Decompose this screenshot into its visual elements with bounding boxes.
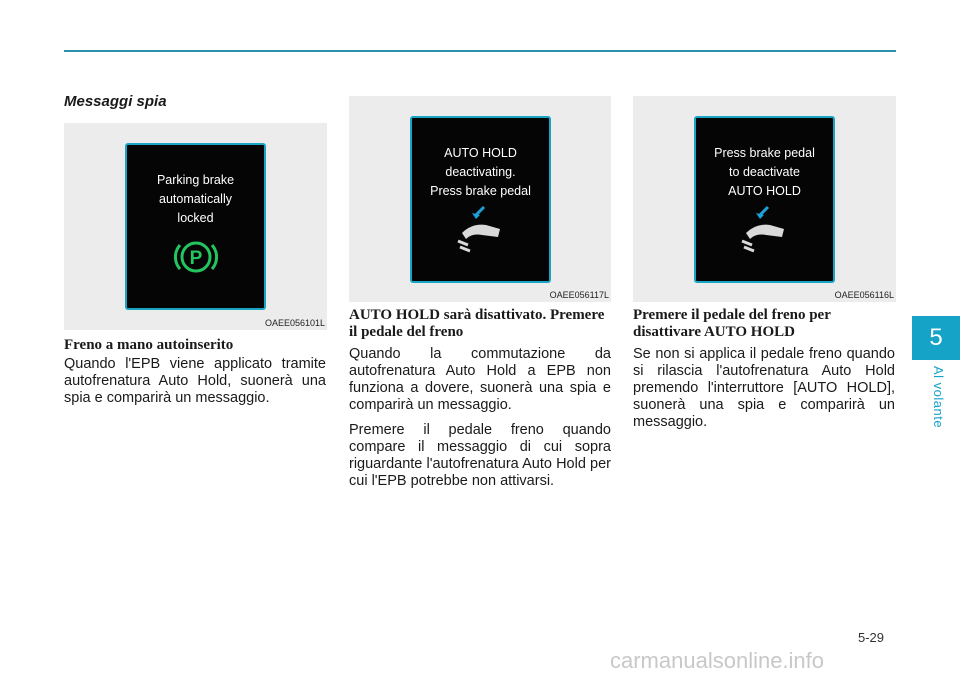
cluster-screen <box>125 143 266 310</box>
paragraph: Quando l'EPB viene applicato tramite autofrenatura Auto Hold, suonerà una spia e comparirà un messaggio. <box>64 356 326 406</box>
figure-parking-brake <box>64 123 327 330</box>
screen-line: deactivating. <box>445 165 516 179</box>
figure-press-brake-to-deactivate <box>633 96 896 302</box>
brake-pedal-icon <box>452 203 512 253</box>
section-heading: Messaggi spia <box>64 93 167 110</box>
figure-auto-hold-deactivating <box>349 96 611 302</box>
brake-pedal-icon <box>736 203 796 253</box>
column-title: AUTO HOLD sarà disattivato. Premere il pedale del freno <box>349 307 605 340</box>
screen-line: Parking brake <box>156 173 235 187</box>
chapter-label: Al volante <box>931 366 946 429</box>
column-title: Freno a mano autoinserito <box>64 337 234 353</box>
parking-brake-icon <box>174 235 218 279</box>
figure-code: OAEE056116L <box>834 290 894 300</box>
screen-line: locked <box>177 211 214 225</box>
screen-line: AUTO HOLD <box>444 146 517 160</box>
chapter-tab <box>912 316 960 360</box>
column-title: Premere il pedale del freno per disattivare AUTO HOLD <box>633 307 831 340</box>
chapter-number: 5 <box>929 324 943 351</box>
watermark: carmanualsonline.info <box>610 648 825 673</box>
figure-code: OAEE056117L <box>549 290 609 300</box>
screen-line: Press brake pedal <box>430 184 531 198</box>
svg-text:P: P <box>189 248 203 269</box>
paragraph: Premere il pedale freno quando compare il messaggio di cui sopra riguardante l'autofrenatura Auto Hold per cui l'EPB potrebbe non attivarsi. <box>349 422 611 489</box>
paragraph: Quando la commutazione da autofrenatura Auto Hold a EPB non funziona a dovere, suonerà una spia e comparirà un messaggio. <box>349 346 611 413</box>
screen-line: AUTO HOLD <box>728 184 801 198</box>
column-body <box>64 356 326 415</box>
screen-line: to deactivate <box>729 165 800 179</box>
paragraph: Se non si applica il pedale freno quando si rilascia l'autofrenatura Auto Hold premendo l'interruttore [AUTO HOLD], suonerà una spia e comparirà un messaggio. <box>633 346 895 430</box>
column-body <box>633 346 895 439</box>
page-number: 5-29 <box>858 630 885 645</box>
top-rule <box>64 50 896 52</box>
column-body <box>349 346 611 498</box>
screen-line: automatically <box>159 192 232 206</box>
cluster-screen <box>694 116 835 283</box>
screen-line: Press brake pedal <box>714 146 815 160</box>
figure-code: OAEE056101L <box>264 318 325 328</box>
cluster-screen <box>410 116 551 283</box>
